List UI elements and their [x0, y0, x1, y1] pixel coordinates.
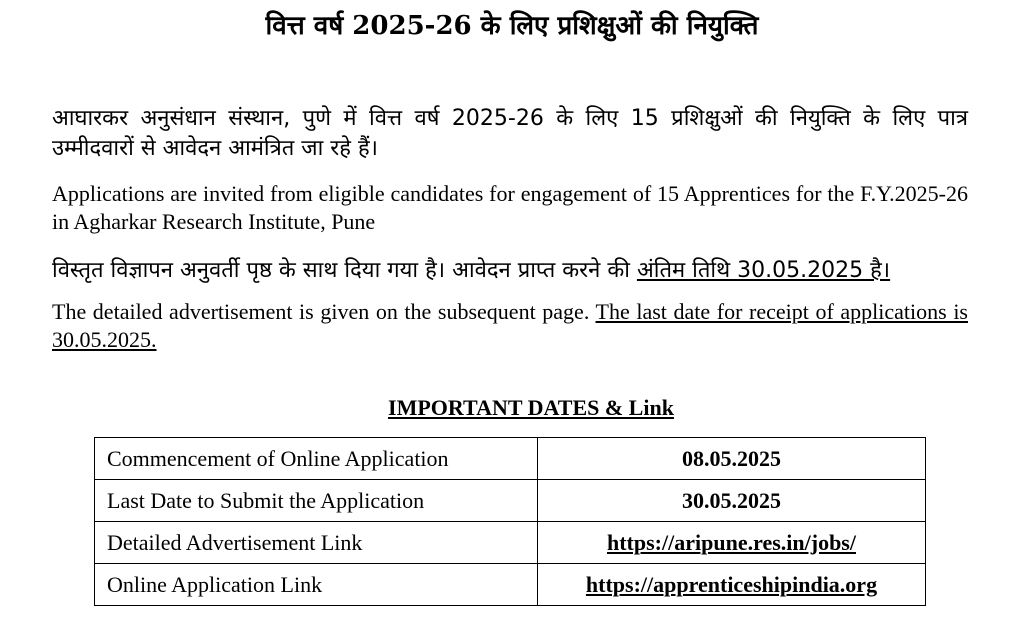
detail-english-last-date: The last date for receipt of applications is 30.05.2025. — [52, 299, 968, 352]
table-row — [95, 438, 926, 480]
important-dates-heading: IMPORTANT DATES & Link — [388, 395, 674, 420]
online-application-link[interactable]: https://apprenticeshipindia.org — [538, 564, 926, 606]
detail-hindi-last-date: अंतिम तिथि 30.05.2025 है। — [636, 258, 891, 283]
row-value: 30.05.2025 — [538, 480, 926, 522]
table-row — [95, 480, 926, 522]
row-label: Last Date to Submit the Application — [95, 480, 538, 522]
detail-english-paragraph — [52, 298, 968, 354]
detail-hindi-paragraph — [52, 256, 968, 286]
page-title: वित्त वर्ष 2025-26 के लिए प्रशिक्षुओं की नियुक्ति — [265, 11, 759, 41]
row-label: Online Application Link — [95, 564, 538, 606]
row-label: Commencement of Online Application — [95, 438, 538, 480]
row-value: 08.05.2025 — [538, 438, 926, 480]
advertisement-link[interactable]: https://aripune.res.in/jobs/ — [538, 522, 926, 564]
table-row — [95, 522, 926, 564]
detail-hindi-text: विस्तृत विज्ञापन अनुवर्ती पृष्ठ के साथ दिया गया है। आवेदन प्राप्त करने की — [52, 258, 637, 283]
row-label: Detailed Advertisement Link — [95, 522, 538, 564]
table-row — [95, 564, 926, 606]
intro-english-paragraph: Applications are invited from eligible candidates for engagement of 15 Apprentices for the F.Y.2025-26 in Agharkar Research Institute, Pune — [52, 181, 968, 234]
intro-hindi-paragraph: आघारकर अनुसंधान संस्थान, पुणे में वित्त वर्ष 2025-26 के लिए 15 प्रशिक्षुओं की नियुक्ति के लिए पात्र उम्मीदवारों से आवेदन आमंत्रित जा रहे हैं। — [52, 106, 968, 161]
important-dates-table — [94, 437, 926, 606]
detail-english-text: The detailed advertisement is given on the subsequent page. — [52, 299, 596, 324]
